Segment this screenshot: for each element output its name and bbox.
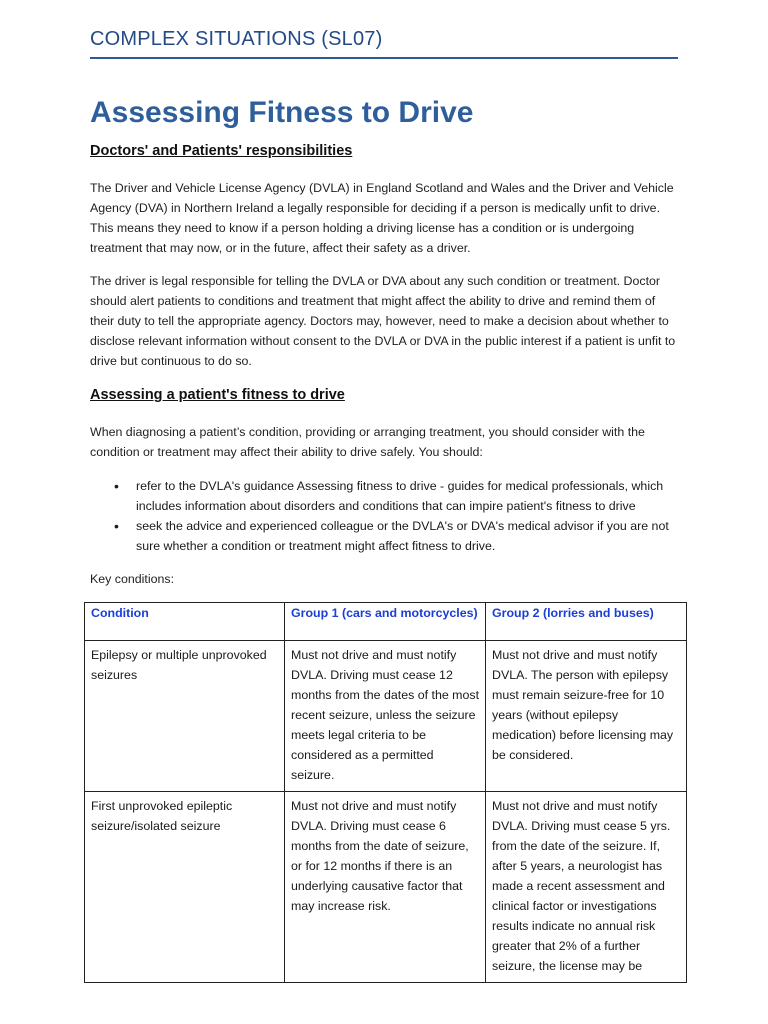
paragraph-driver-duty: The driver is legal responsible for telling the DVLA or DVA about any such condition or treatment. Doctor should alert patients to conditions and treatment that might affect the ability to drive and remind them of their duty to tell the appropriate agency. Doctors may, however, need to make a decision about whether to disclose relevant information without consent to the DVLA or DVA in the public interest if a patient is unfit to drive but continuous to do so.: [90, 274, 676, 368]
cell-group1: Must not drive and must notify DVLA. Driving must cease 12 months from the dates of the most recent seizure, unless the seizure meets legal criteria to be considered as a permitted seizure.: [285, 641, 486, 792]
paragraph-dvla-responsibility: The Driver and Vehicle License Agency (DVLA) in England Scotland and Wales and the Driver and Vehicle Agency (DVA) in Northern Ireland a legally responsible for deciding if a person is medically unfit to drive. This means they need to know if a person holding a driving license has a condition or is undergoing treatment that may now, or in the future, affect their safety as a driver.: [90, 181, 674, 255]
cell-condition: First unprovoked epileptic seizure/isolated seizure: [85, 792, 285, 983]
column-header-condition: Condition: [85, 603, 285, 641]
guidance-bullet-list: [112, 476, 682, 556]
key-conditions-table: [84, 602, 687, 983]
header-title: COMPLEX SITUATIONS (SL07): [90, 28, 383, 50]
cell-condition: Epilepsy or multiple unprovoked seizures: [85, 641, 285, 792]
document-header: [90, 28, 678, 59]
bullet-text: refer to the DVLA's guidance Assessing fitness to drive - guides for medical professionals, which includes information about disorders and conditions that can impire patient's fitness to drive: [136, 479, 664, 513]
paragraph-diagnosing: When diagnosing a patient’s condition, providing or arranging treatment, you should consider with the condition or treatment may affect their ability to drive safely. You should:: [90, 425, 645, 459]
assessing-fitness-heading: Assessing a patient's fitness to drive: [90, 387, 345, 403]
bullet-icon: •: [114, 518, 119, 534]
table-row: [85, 792, 687, 983]
responsibilities-heading: Doctors' and Patients' responsibilities: [90, 143, 353, 159]
cell-group1: Must not drive and must notify DVLA. Driving must cease 6 months from the date of seizure, or for 12 months if there is an underlying causative factor that may increase risk.: [285, 792, 486, 983]
table-row: [85, 641, 687, 792]
key-conditions-label: Key conditions:: [90, 572, 175, 586]
cell-group2: Must not drive and must notify DVLA. The person with epilepsy must remain seizure-free for 10 years (without epilepsy medication) before licensing may be considered.: [486, 641, 687, 792]
column-header-group1: Group 1 (cars and motorcycles): [285, 603, 486, 641]
cell-group2: Must not drive and must notify DVLA. Driving must cease 5 yrs. from the date of the seizure. If, after 5 years, a neurologist has made a recent assessment and clinical factor or investigations results indicate no annual risk greater that 2% of a further seizure, the license may be: [486, 792, 687, 983]
page-title: Assessing Fitness to Drive: [90, 96, 474, 129]
list-item: [112, 476, 682, 516]
table-header-row: [85, 603, 687, 641]
column-header-group2: Group 2 (lorries and buses): [486, 603, 687, 641]
bullet-text: seek the advice and experienced colleague or the DVLA's or DVA's medical advisor if you are not sure whether a condition or treatment might affect fitness to drive.: [136, 519, 669, 553]
list-item: [112, 516, 682, 556]
bullet-icon: •: [114, 478, 119, 494]
